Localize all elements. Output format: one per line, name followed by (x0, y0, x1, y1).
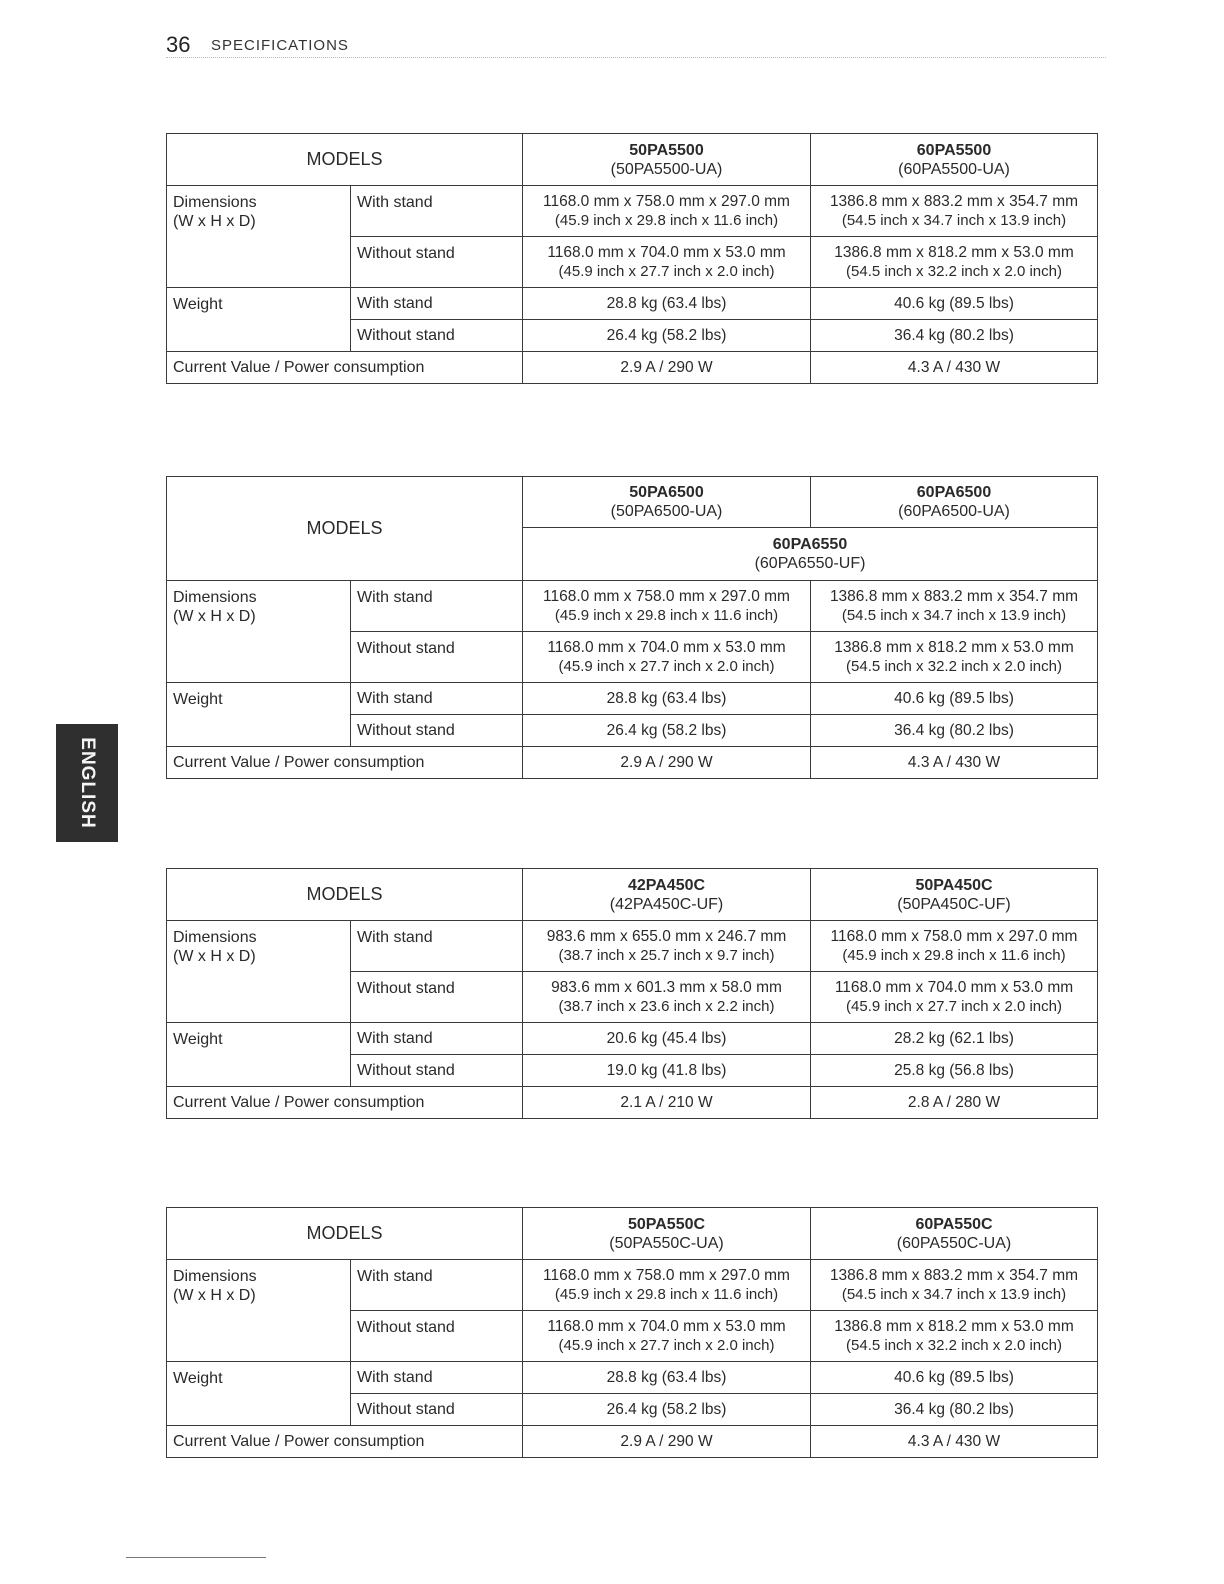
with-stand-label: With stand (351, 581, 523, 632)
models-header: MODELS (167, 1208, 523, 1260)
without-stand-label: Without stand (351, 972, 523, 1023)
dimension-value: 1386.8 mm x 883.2 mm x 354.7 mm (54.5 inch x 34.7 inch x 13.9 inch) (811, 581, 1098, 632)
weight-value: 28.2 kg (62.1 lbs) (811, 1023, 1098, 1055)
model-name: 50PA450C (915, 876, 993, 894)
power-label: Current Value / Power consumption (167, 1087, 523, 1119)
model-name: 60PA5500 (916, 141, 992, 159)
model-cell (523, 869, 811, 921)
model-name: 60PA550C (915, 1215, 993, 1233)
weight-value: 40.6 kg (89.5 lbs) (811, 1362, 1098, 1394)
power-label: Current Value / Power consumption (167, 747, 523, 779)
model-name: 60PA6550 (772, 536, 848, 553)
model-code: (50PA450C-UF) (897, 895, 1011, 913)
weight-value: 19.0 kg (41.8 lbs) (523, 1055, 811, 1087)
model-code: (60PA6500-UA) (898, 503, 1010, 520)
model-cell (811, 869, 1098, 921)
model-code: (50PA6500-UA) (610, 503, 723, 520)
weight-label: Weight (167, 288, 351, 352)
with-stand-label: With stand (351, 1362, 523, 1394)
weight-value: 28.8 kg (63.4 lbs) (523, 683, 811, 715)
page-header (166, 32, 1106, 62)
power-value: 2.9 A / 290 W (523, 1426, 811, 1458)
with-stand-label: With stand (351, 186, 523, 237)
dimensions-label: Dimensions (W x H x D) (167, 186, 351, 288)
dimensions-label: Dimensions (W x H x D) (167, 581, 351, 683)
with-stand-label: With stand (351, 683, 523, 715)
model-code: (60PA5500-UA) (898, 160, 1010, 178)
weight-value: 36.4 kg (80.2 lbs) (811, 320, 1098, 352)
model-cell (811, 134, 1098, 186)
power-value: 4.3 A / 430 W (811, 1426, 1098, 1458)
model-code: (50PA550C-UA) (609, 1234, 724, 1252)
model-code: (50PA5500-UA) (610, 160, 723, 178)
model-name: 50PA5500 (629, 141, 704, 159)
weight-value: 26.4 kg (58.2 lbs) (523, 715, 811, 747)
without-stand-label: Without stand (351, 1394, 523, 1426)
dimension-value: 1168.0 mm x 704.0 mm x 53.0 mm (45.9 inch x 27.7 inch x 2.0 inch) (523, 1311, 811, 1362)
weight-value: 20.6 kg (45.4 lbs) (523, 1023, 811, 1055)
power-value: 4.3 A / 430 W (811, 747, 1098, 779)
weight-value: 26.4 kg (58.2 lbs) (523, 1394, 811, 1426)
power-value: 2.9 A / 290 W (523, 352, 811, 384)
dimension-value: 1386.8 mm x 818.2 mm x 53.0 mm (54.5 inch x 32.2 inch x 2.0 inch) (811, 237, 1098, 288)
without-stand-label: Without stand (351, 237, 523, 288)
without-stand-label: Without stand (351, 320, 523, 352)
model-code: (60PA550C-UA) (896, 1234, 1012, 1252)
weight-value: 26.4 kg (58.2 lbs) (523, 320, 811, 352)
dimension-value: 1168.0 mm x 758.0 mm x 297.0 mm (45.9 inch x 29.8 inch x 11.6 inch) (523, 1260, 811, 1311)
header-divider (166, 57, 1106, 58)
model-cell (523, 528, 1098, 581)
spec-table-3 (166, 868, 1098, 1119)
models-header: MODELS (167, 134, 523, 186)
without-stand-label: Without stand (351, 715, 523, 747)
page-number: 36 (166, 32, 191, 57)
weight-value: 40.6 kg (89.5 lbs) (811, 288, 1098, 320)
model-cell (811, 1208, 1098, 1260)
power-value: 4.3 A / 430 W (811, 352, 1098, 384)
language-tab (56, 724, 118, 842)
without-stand-label: Without stand (351, 1311, 523, 1362)
weight-label: Weight (167, 1023, 351, 1087)
model-cell (523, 134, 811, 186)
weight-value: 25.8 kg (56.8 lbs) (811, 1055, 1098, 1087)
power-label: Current Value / Power consumption (167, 352, 523, 384)
model-code: (42PA450C-UF) (609, 895, 724, 913)
weight-value: 36.4 kg (80.2 lbs) (811, 1394, 1098, 1426)
power-label: Current Value / Power consumption (167, 1426, 523, 1458)
model-name: 50PA550C (627, 1215, 706, 1233)
models-header: MODELS (167, 477, 523, 581)
power-value: 2.8 A / 280 W (811, 1087, 1098, 1119)
section-title: SPECIFICATIONS (211, 37, 349, 54)
dimension-value: 1386.8 mm x 818.2 mm x 53.0 mm (54.5 inch x 32.2 inch x 2.0 inch) (811, 1311, 1098, 1362)
dimension-value: 1168.0 mm x 704.0 mm x 53.0 mm (45.9 inch x 27.7 inch x 2.0 inch) (523, 237, 811, 288)
weight-value: 40.6 kg (89.5 lbs) (811, 683, 1098, 715)
spec-table-4 (166, 1207, 1098, 1458)
without-stand-label: Without stand (351, 1055, 523, 1087)
weight-value: 36.4 kg (80.2 lbs) (811, 715, 1098, 747)
with-stand-label: With stand (351, 288, 523, 320)
dimension-value: 1168.0 mm x 758.0 mm x 297.0 mm (45.9 inch x 29.8 inch x 11.6 inch) (523, 581, 811, 632)
model-name: 42PA450C (627, 876, 706, 894)
weight-value: 28.8 kg (63.4 lbs) (523, 1362, 811, 1394)
spec-table-1 (166, 133, 1098, 384)
dimension-value: 1386.8 mm x 883.2 mm x 354.7 mm (54.5 inch x 34.7 inch x 13.9 inch) (811, 1260, 1098, 1311)
weight-label: Weight (167, 683, 351, 747)
model-name: 50PA6500 (629, 484, 704, 501)
with-stand-label: With stand (351, 1023, 523, 1055)
models-header: MODELS (167, 869, 523, 921)
footer-divider (126, 1557, 266, 1558)
dimension-value: 1386.8 mm x 883.2 mm x 354.7 mm (54.5 inch x 34.7 inch x 13.9 inch) (811, 186, 1098, 237)
dimension-value: 1168.0 mm x 758.0 mm x 297.0 mm (45.9 inch x 29.8 inch x 11.6 inch) (811, 921, 1098, 972)
dimension-value: 1168.0 mm x 704.0 mm x 53.0 mm (45.9 inch x 27.7 inch x 2.0 inch) (523, 632, 811, 683)
dimension-value: 1168.0 mm x 758.0 mm x 297.0 mm (45.9 inch x 29.8 inch x 11.6 inch) (523, 186, 811, 237)
power-value: 2.9 A / 290 W (523, 747, 811, 779)
language-tab-label: ENGLISH (77, 737, 98, 829)
with-stand-label: With stand (351, 1260, 523, 1311)
model-cell (523, 477, 811, 528)
weight-value: 28.8 kg (63.4 lbs) (523, 288, 811, 320)
weight-label: Weight (167, 1362, 351, 1426)
model-cell (523, 1208, 811, 1260)
with-stand-label: With stand (351, 921, 523, 972)
without-stand-label: Without stand (351, 632, 523, 683)
dimensions-label: Dimensions (W x H x D) (167, 1260, 351, 1362)
power-value: 2.1 A / 210 W (523, 1087, 811, 1119)
dimensions-label: Dimensions (W x H x D) (167, 921, 351, 1023)
model-code: (60PA6550-UF) (754, 555, 866, 572)
dimension-value: 1386.8 mm x 818.2 mm x 53.0 mm (54.5 inch x 32.2 inch x 2.0 inch) (811, 632, 1098, 683)
model-cell (811, 477, 1098, 528)
dimension-value: 983.6 mm x 655.0 mm x 246.7 mm (38.7 inch x 25.7 inch x 9.7 inch) (523, 921, 811, 972)
dimension-value: 1168.0 mm x 704.0 mm x 53.0 mm (45.9 inch x 27.7 inch x 2.0 inch) (811, 972, 1098, 1023)
spec-table-2 (166, 476, 1098, 779)
dimension-value: 983.6 mm x 601.3 mm x 58.0 mm (38.7 inch x 23.6 inch x 2.2 inch) (523, 972, 811, 1023)
model-name: 60PA6500 (916, 484, 992, 501)
